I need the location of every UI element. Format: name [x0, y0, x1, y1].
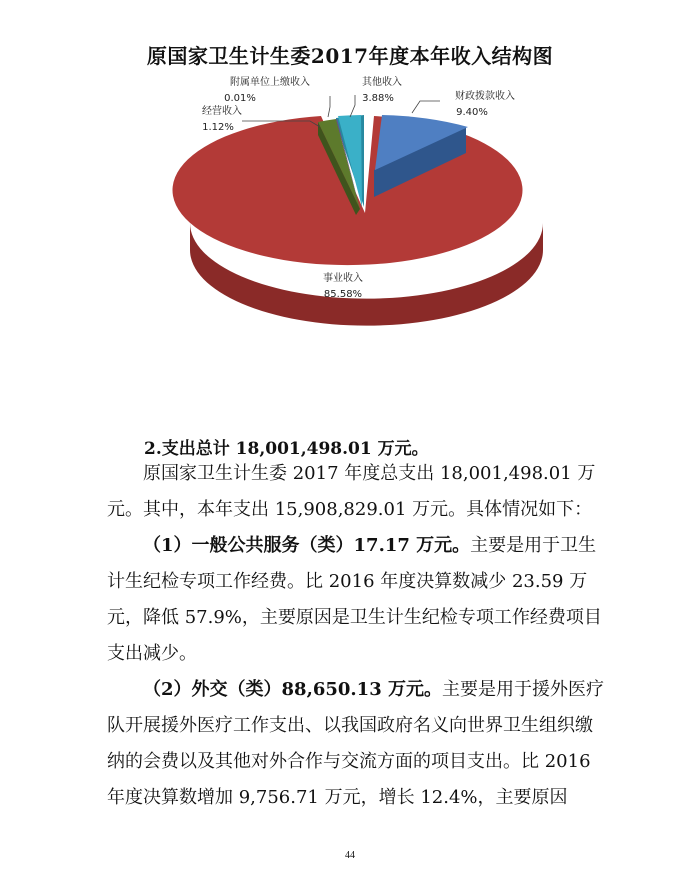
leader-line-fushu — [328, 96, 330, 117]
value-caizheng: 9.40% — [456, 107, 488, 118]
leader-line-qita — [350, 95, 355, 117]
chart-title: 原国家卫生计生委2017年度本年收入结构图 — [146, 44, 554, 68]
value-jingying: 1.12% — [202, 122, 234, 133]
label-caizheng: 财政拨款收入 — [455, 91, 515, 102]
paragraph-total: 原国家卫生计生委 2017 年度总支出 18,001,498.01 万元。其中，本年支出 15,908,829.01 万元。具体情况如下： — [107, 463, 596, 520]
label-jingying: 经营收入 — [202, 106, 242, 117]
section-body — [107, 456, 607, 816]
value-fushu: 0.01% — [224, 93, 256, 104]
value-qita: 3.88% — [362, 93, 394, 104]
section-heading: 2.支出总计 18,001,498.01 万元。 — [144, 439, 429, 459]
item2-heading: （2）外交（类）88,650.13 万元。 — [143, 679, 442, 700]
item1-heading: （1）一般公共服务（类）17.17 万元。 — [143, 535, 471, 556]
page-number: 44 — [345, 850, 355, 861]
paragraph-item1 — [107, 528, 607, 672]
label-qita: 其他收入 — [362, 77, 402, 88]
leader-line-caizheng — [412, 101, 440, 113]
pie-chart — [150, 75, 570, 405]
label-shiye: 事业收入 — [323, 273, 363, 284]
value-shiye: 85.58% — [323, 289, 363, 300]
item2-text: 主要是用于援外医疗队开展援外医疗工作支出、以我国政府名义向世界卫生组织缴纳的会费以及其他对外合作与交流方面的项目支出。比 2016 年度决算数增加 9,756.71 万元，增长 12.4%，主要原因 — [107, 679, 604, 808]
item1-text: 主要是用于卫生计生纪检专项工作经费。比 2016 年度决算数减少 23.59 万元，降低 57.9%，主要原因是卫生计生纪检专项工作经费项目支出减少。 — [107, 535, 602, 664]
label-fushu: 附属单位上缴收入 — [230, 77, 310, 88]
paragraph-item2 — [107, 672, 607, 816]
